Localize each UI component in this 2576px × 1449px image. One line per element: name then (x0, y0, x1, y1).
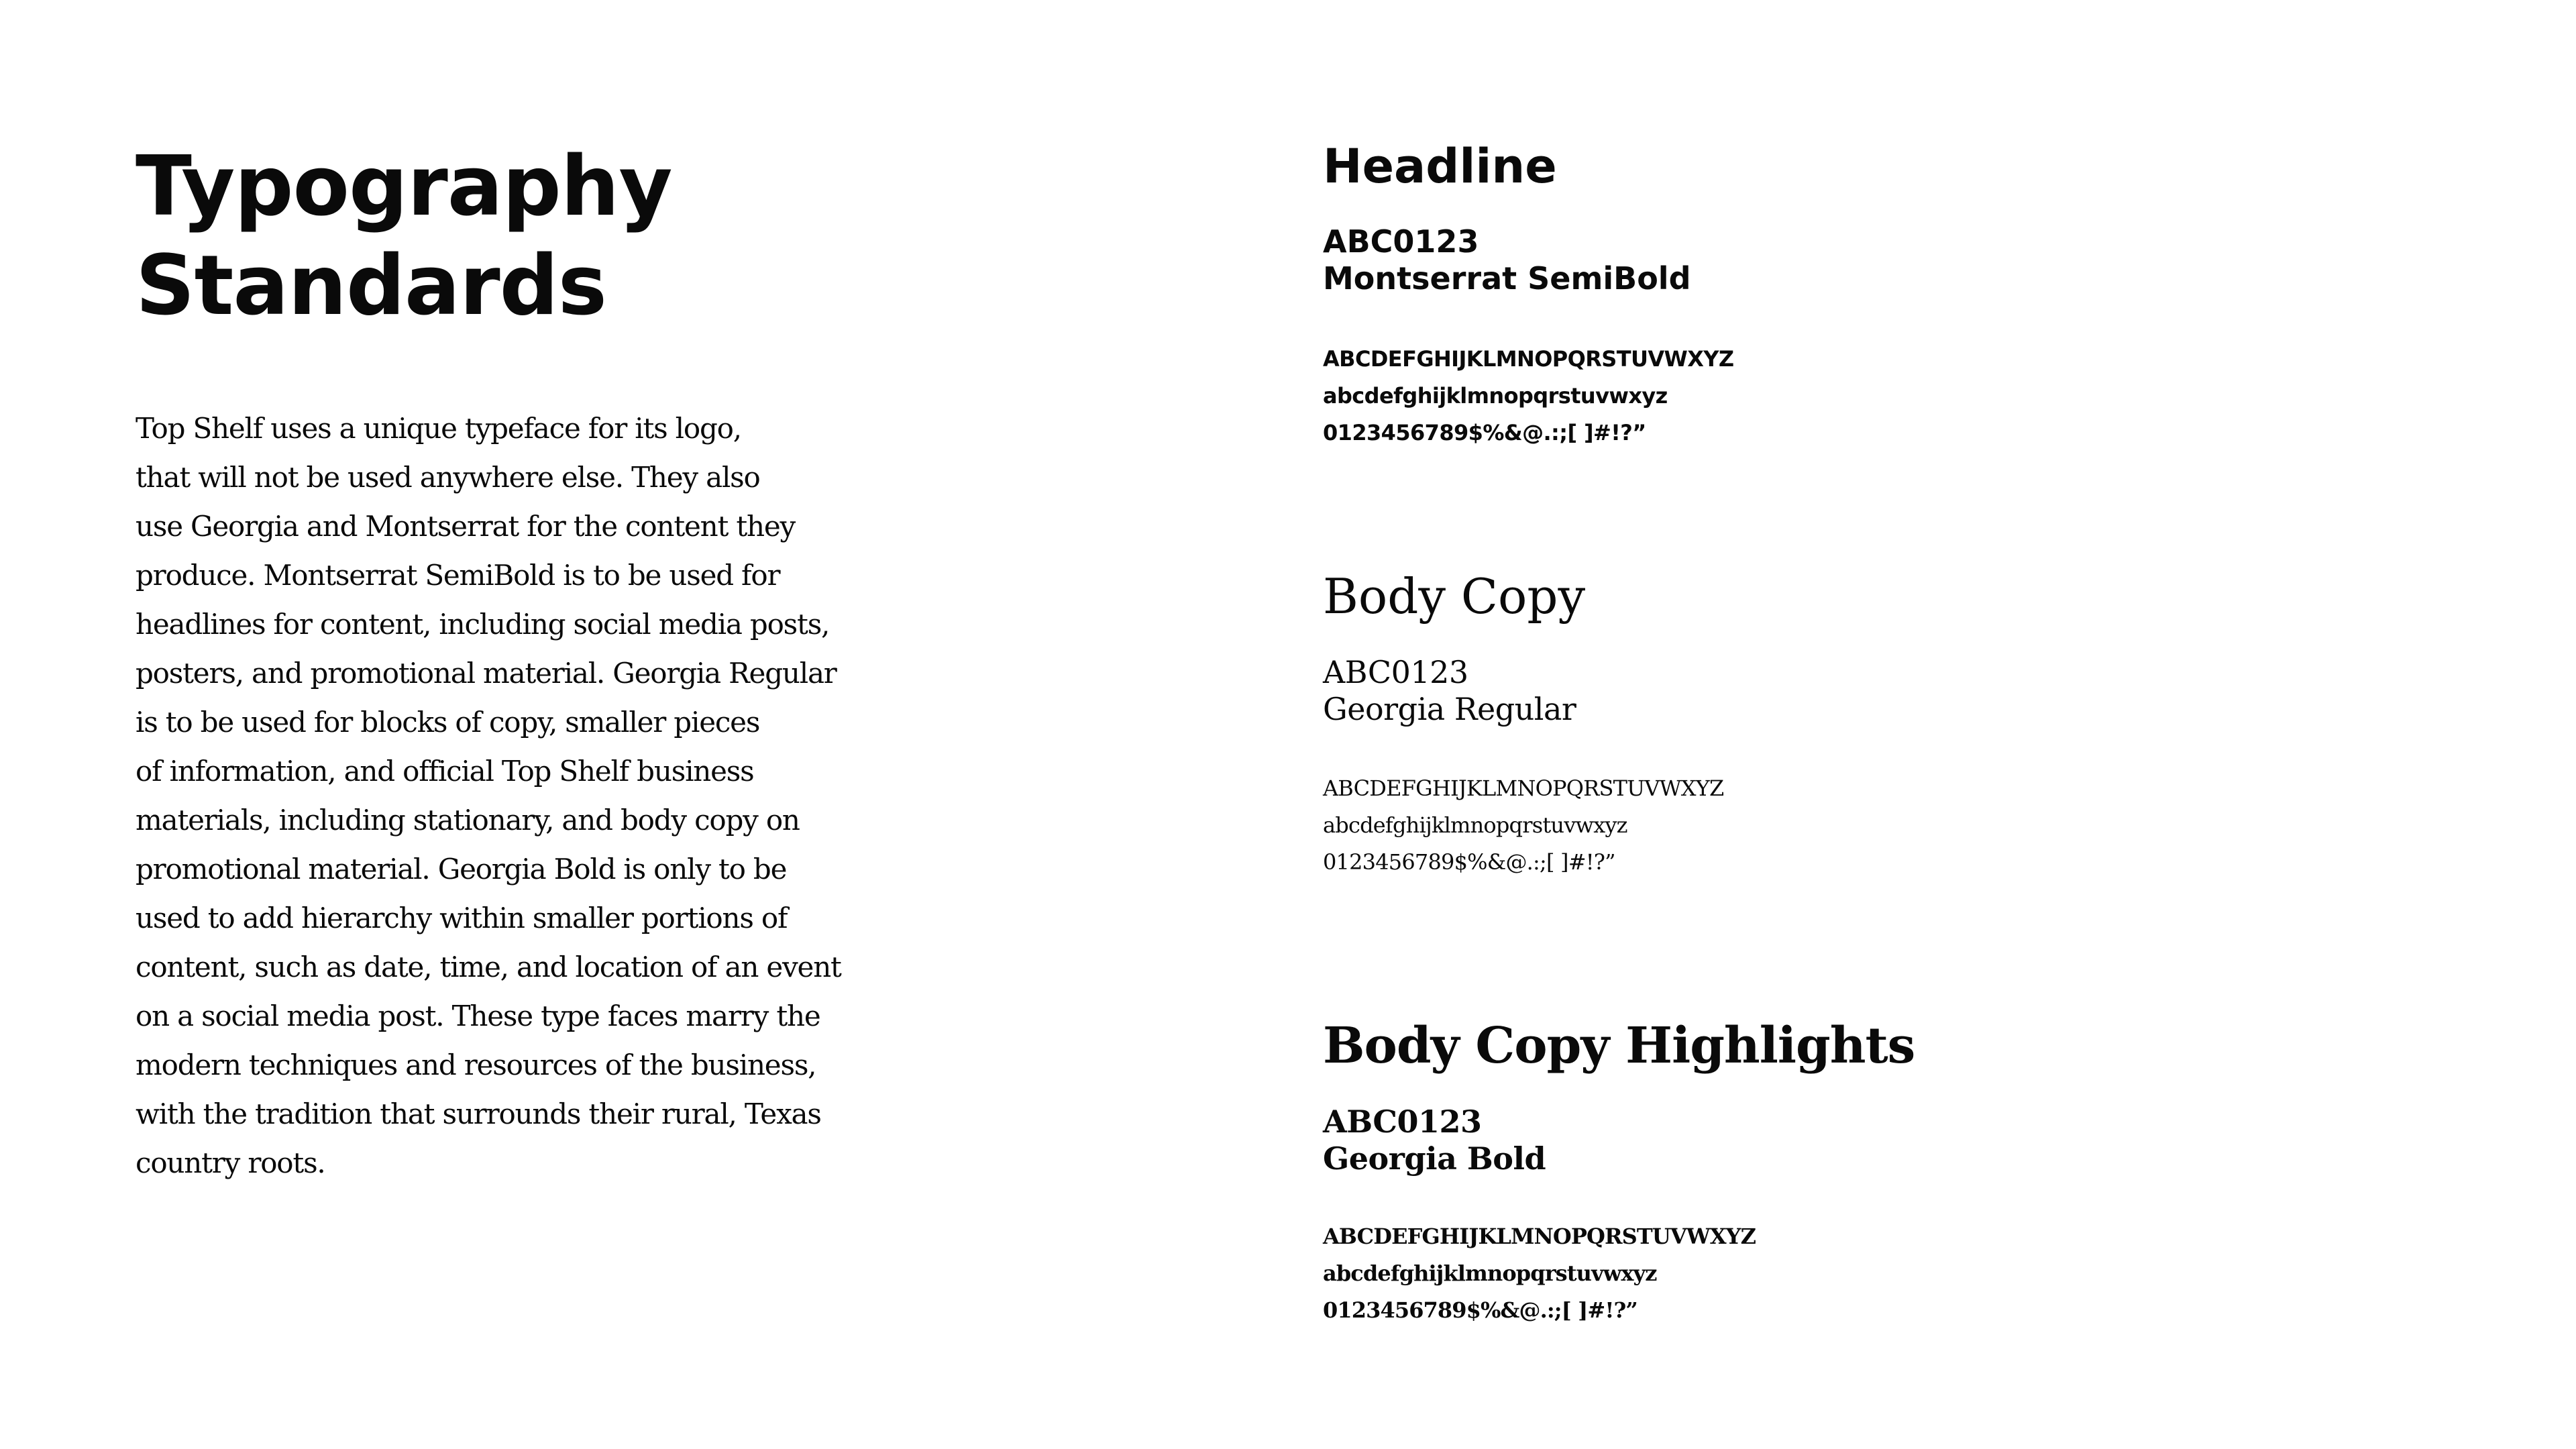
body-copy-uppercase-glyphs: ABCDEFGHIJKLMNOPQRSTUVWXYZ (1323, 775, 1724, 801)
headline-sample-text: ABC0123 (1323, 223, 1479, 260)
headline-block-heading: Headline (1323, 139, 1557, 194)
body-copy-lowercase-glyphs: abcdefghijklmnopqrstuvwxyz (1323, 812, 1627, 838)
highlights-type-block (1323, 1015, 1915, 1323)
intro-line: that will not be used anywhere else. They also (136, 461, 760, 494)
page-title-line-2: Standards (136, 238, 606, 334)
intro-line: headlines for content, including social media posts, (136, 608, 830, 641)
intro-paragraph (136, 404, 841, 1187)
highlights-block-heading: Body Copy Highlights (1323, 1017, 1915, 1075)
intro-line: on a social media post. These type faces marry the (136, 1000, 820, 1032)
intro-line: promotional material. Georgia Bold is only to be (136, 853, 787, 885)
headline-numeral-glyphs: 0123456789$%&@.:;[ ]#!?” (1323, 420, 1646, 445)
headline-type-block (1323, 136, 1734, 445)
intro-line: produce. Montserrat SemiBold is to be used for (136, 559, 780, 592)
intro-line: posters, and promotional material. Georgia Regular (136, 657, 837, 690)
body-copy-sample-group (1323, 654, 1576, 728)
intro-line: used to add hierarchy within smaller portions of (136, 902, 788, 934)
intro-line: with the tradition that surrounds their rural, Texas (136, 1097, 821, 1130)
headline-font-name: Montserrat SemiBold (1323, 260, 1691, 297)
body-copy-block-heading: Body Copy (1323, 568, 1586, 625)
highlights-numeral-glyphs: 0123456789$%&@.:;[ ]#!?” (1323, 1297, 1638, 1323)
intro-line: use Georgia and Montserrat for the content they (136, 510, 796, 543)
intro-line: content, such as date, time, and location of an event (136, 951, 841, 983)
headline-uppercase-glyphs: ABCDEFGHIJKLMNOPQRSTUVWXYZ (1323, 346, 1734, 372)
intro-line: country roots. (136, 1146, 325, 1179)
highlights-font-name: Georgia Bold (1323, 1140, 1546, 1177)
intro-line: modern techniques and resources of the business, (136, 1049, 816, 1081)
page-title-line-1: Typography (136, 139, 672, 235)
body-copy-glyph-set (1323, 770, 1723, 881)
headline-sample-group (1323, 223, 1691, 297)
headline-glyph-set (1323, 341, 1733, 451)
body-copy-numeral-glyphs: 0123456789$%&@.:;[ ]#!?” (1323, 849, 1615, 875)
intro-line: of information, and official Top Shelf business (136, 755, 754, 788)
headline-lowercase-glyphs: abcdefghijklmnopqrstuvwxyz (1323, 383, 1668, 409)
intro-line: Top Shelf uses a unique typeface for its logo, (136, 412, 741, 445)
highlights-sample-text: ABC0123 (1323, 1104, 1482, 1140)
body-copy-font-name: Georgia Regular (1323, 691, 1576, 727)
highlights-lowercase-glyphs: abcdefghijklmnopqrstuvwxyz (1323, 1260, 1657, 1286)
highlights-sample-group (1323, 1104, 1546, 1177)
body-copy-sample-text: ABC0123 (1323, 654, 1468, 690)
body-copy-type-block (1323, 566, 1724, 875)
highlights-glyph-set (1323, 1218, 1756, 1329)
intro-line: is to be used for blocks of copy, smaller pieces (136, 706, 760, 739)
page-title (136, 138, 672, 336)
intro-line: materials, including stationary, and body copy on (136, 804, 800, 837)
highlights-uppercase-glyphs: ABCDEFGHIJKLMNOPQRSTUVWXYZ (1323, 1224, 1756, 1249)
